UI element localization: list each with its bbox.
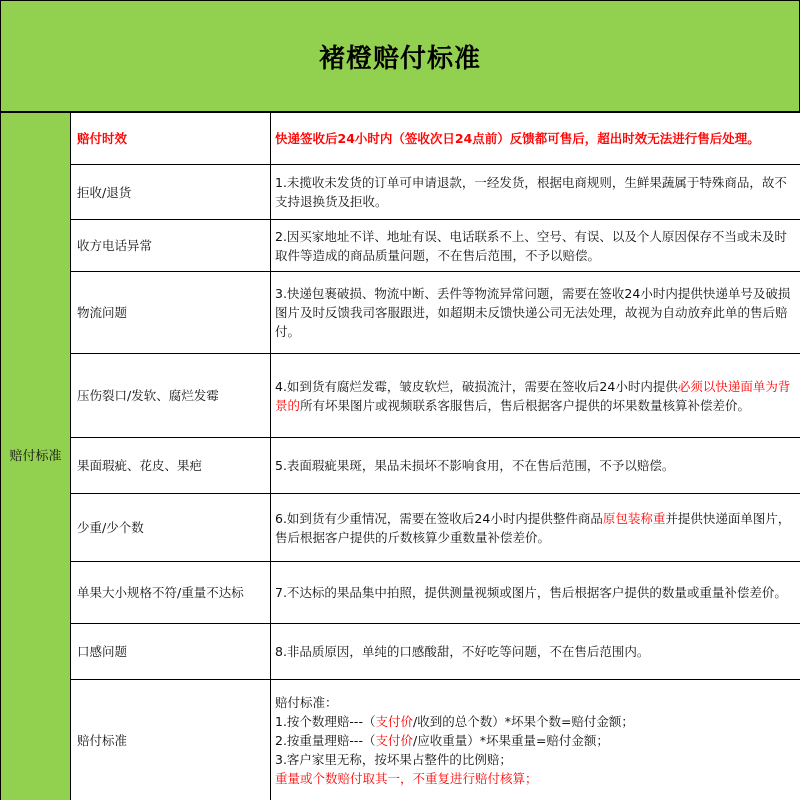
desc-text: 4.如到货有腐烂发霉，皱皮软烂，破损流汁，需要在签收后24小时内提供 bbox=[275, 378, 678, 394]
row-category: 赔付时效 bbox=[71, 113, 271, 165]
row-description bbox=[271, 680, 800, 800]
row-description: 3.快递包裹破损、物流中断、丢件等物流异常问题，需要在签收24小时内提供快递单号及破损图片及时反馈我司客服跟进，如超期未反馈快递公司无法处理，故视为自动放弃此单的售后赔付。 bbox=[271, 272, 800, 354]
row-category: 拒收/退货 bbox=[71, 165, 271, 220]
desc-highlight: 必须以快递面单为背景的 bbox=[275, 378, 791, 413]
row-description bbox=[271, 494, 800, 562]
desc-highlight: 支付价 bbox=[375, 732, 413, 748]
row-category: 果面瑕疵、花皮、果疤 bbox=[71, 438, 271, 494]
row-category: 物流问题 bbox=[71, 272, 271, 354]
table-row bbox=[1, 680, 800, 800]
desc-text: 2.按重量理赔---（ bbox=[275, 732, 376, 748]
desc-text: 所有坏果图片或视频联系客服售后，售后根据客户提供的坏果数量核算补偿差价。 bbox=[300, 397, 751, 413]
table-row bbox=[1, 165, 800, 220]
title-bar bbox=[0, 0, 800, 112]
row-description bbox=[271, 354, 800, 438]
standard-line-1 bbox=[275, 712, 796, 731]
table-row bbox=[1, 624, 800, 680]
table-row bbox=[1, 438, 800, 494]
desc-highlight: 原包装称重 bbox=[602, 510, 666, 526]
table-row bbox=[1, 494, 800, 562]
desc-text: /收到的总个数）*坏果个数=赔付金额； bbox=[412, 713, 634, 729]
row-description: 快递签收后24小时内（签收次日24点前）反馈都可售后，超出时效无法进行售后处理。 bbox=[271, 113, 800, 165]
desc-highlight: 支付价 bbox=[375, 713, 413, 729]
desc-text: 1.按个数理赔---（ bbox=[275, 713, 376, 729]
row-description: 5.表面瑕疵果斑，果品未损坏不影响食用，不在售后范围，不予以赔偿。 bbox=[271, 438, 800, 494]
row-description: 1.未揽收未发货的订单可申请退款，一经发货，根据电商规则，生鲜果蔬属于特殊商品，故不支持退换货及拒收。 bbox=[271, 165, 800, 220]
row-category: 压伤裂口/发软、腐烂发霉 bbox=[71, 354, 271, 438]
table-row bbox=[1, 354, 800, 438]
table-row bbox=[1, 220, 800, 272]
desc-text: 6.如到货有少重情况，需要在签收后24小时内提供整件商品 bbox=[275, 510, 603, 526]
standard-line-2 bbox=[275, 731, 796, 750]
row-description: 7.不达标的果品集中拍照，提供测量视频或图片，售后根据客户提供的数量或重量补偿差价。 bbox=[271, 562, 800, 624]
table-row bbox=[1, 272, 800, 354]
row-category: 单果大小规格不符/重量不达标 bbox=[71, 562, 271, 624]
desc-text: 并提供快递面单图片，售后根据客户提供的斤数核算少重数量补偿差价。 bbox=[275, 510, 791, 545]
row-category: 少重/少个数 bbox=[71, 494, 271, 562]
row-description: 2.因买家地址不详、地址有误、电话联系不上、空号、有误、以及个人原因保存不当或未及时取件等造成的商品质量问题，不在售后范围，不予以赔偿。 bbox=[271, 220, 800, 272]
page-title: 褚橙赔付标准 bbox=[318, 43, 481, 74]
row-description: 8.非品质原因，单纯的口感酸甜，不好吃等问题，不在售后范围内。 bbox=[271, 624, 800, 680]
desc-text: /应收重量）*坏果重量=赔付金额； bbox=[412, 732, 609, 748]
table-row bbox=[1, 562, 800, 624]
table-row bbox=[1, 113, 800, 165]
row-category: 赔付标准 bbox=[71, 680, 271, 800]
compensation-table bbox=[0, 112, 800, 800]
row-category: 口感问题 bbox=[71, 624, 271, 680]
standard-line-3: 3.客户家里无称，按坏果占整件的比例赔； bbox=[275, 751, 512, 767]
standard-heading: 赔付标准： bbox=[275, 694, 338, 710]
side-label: 赔付标准 bbox=[1, 113, 71, 800]
standard-line-4: 重量或个数赔付取其一，不重复进行赔付核算； bbox=[275, 770, 538, 786]
row-category: 收方电话异常 bbox=[71, 220, 271, 272]
